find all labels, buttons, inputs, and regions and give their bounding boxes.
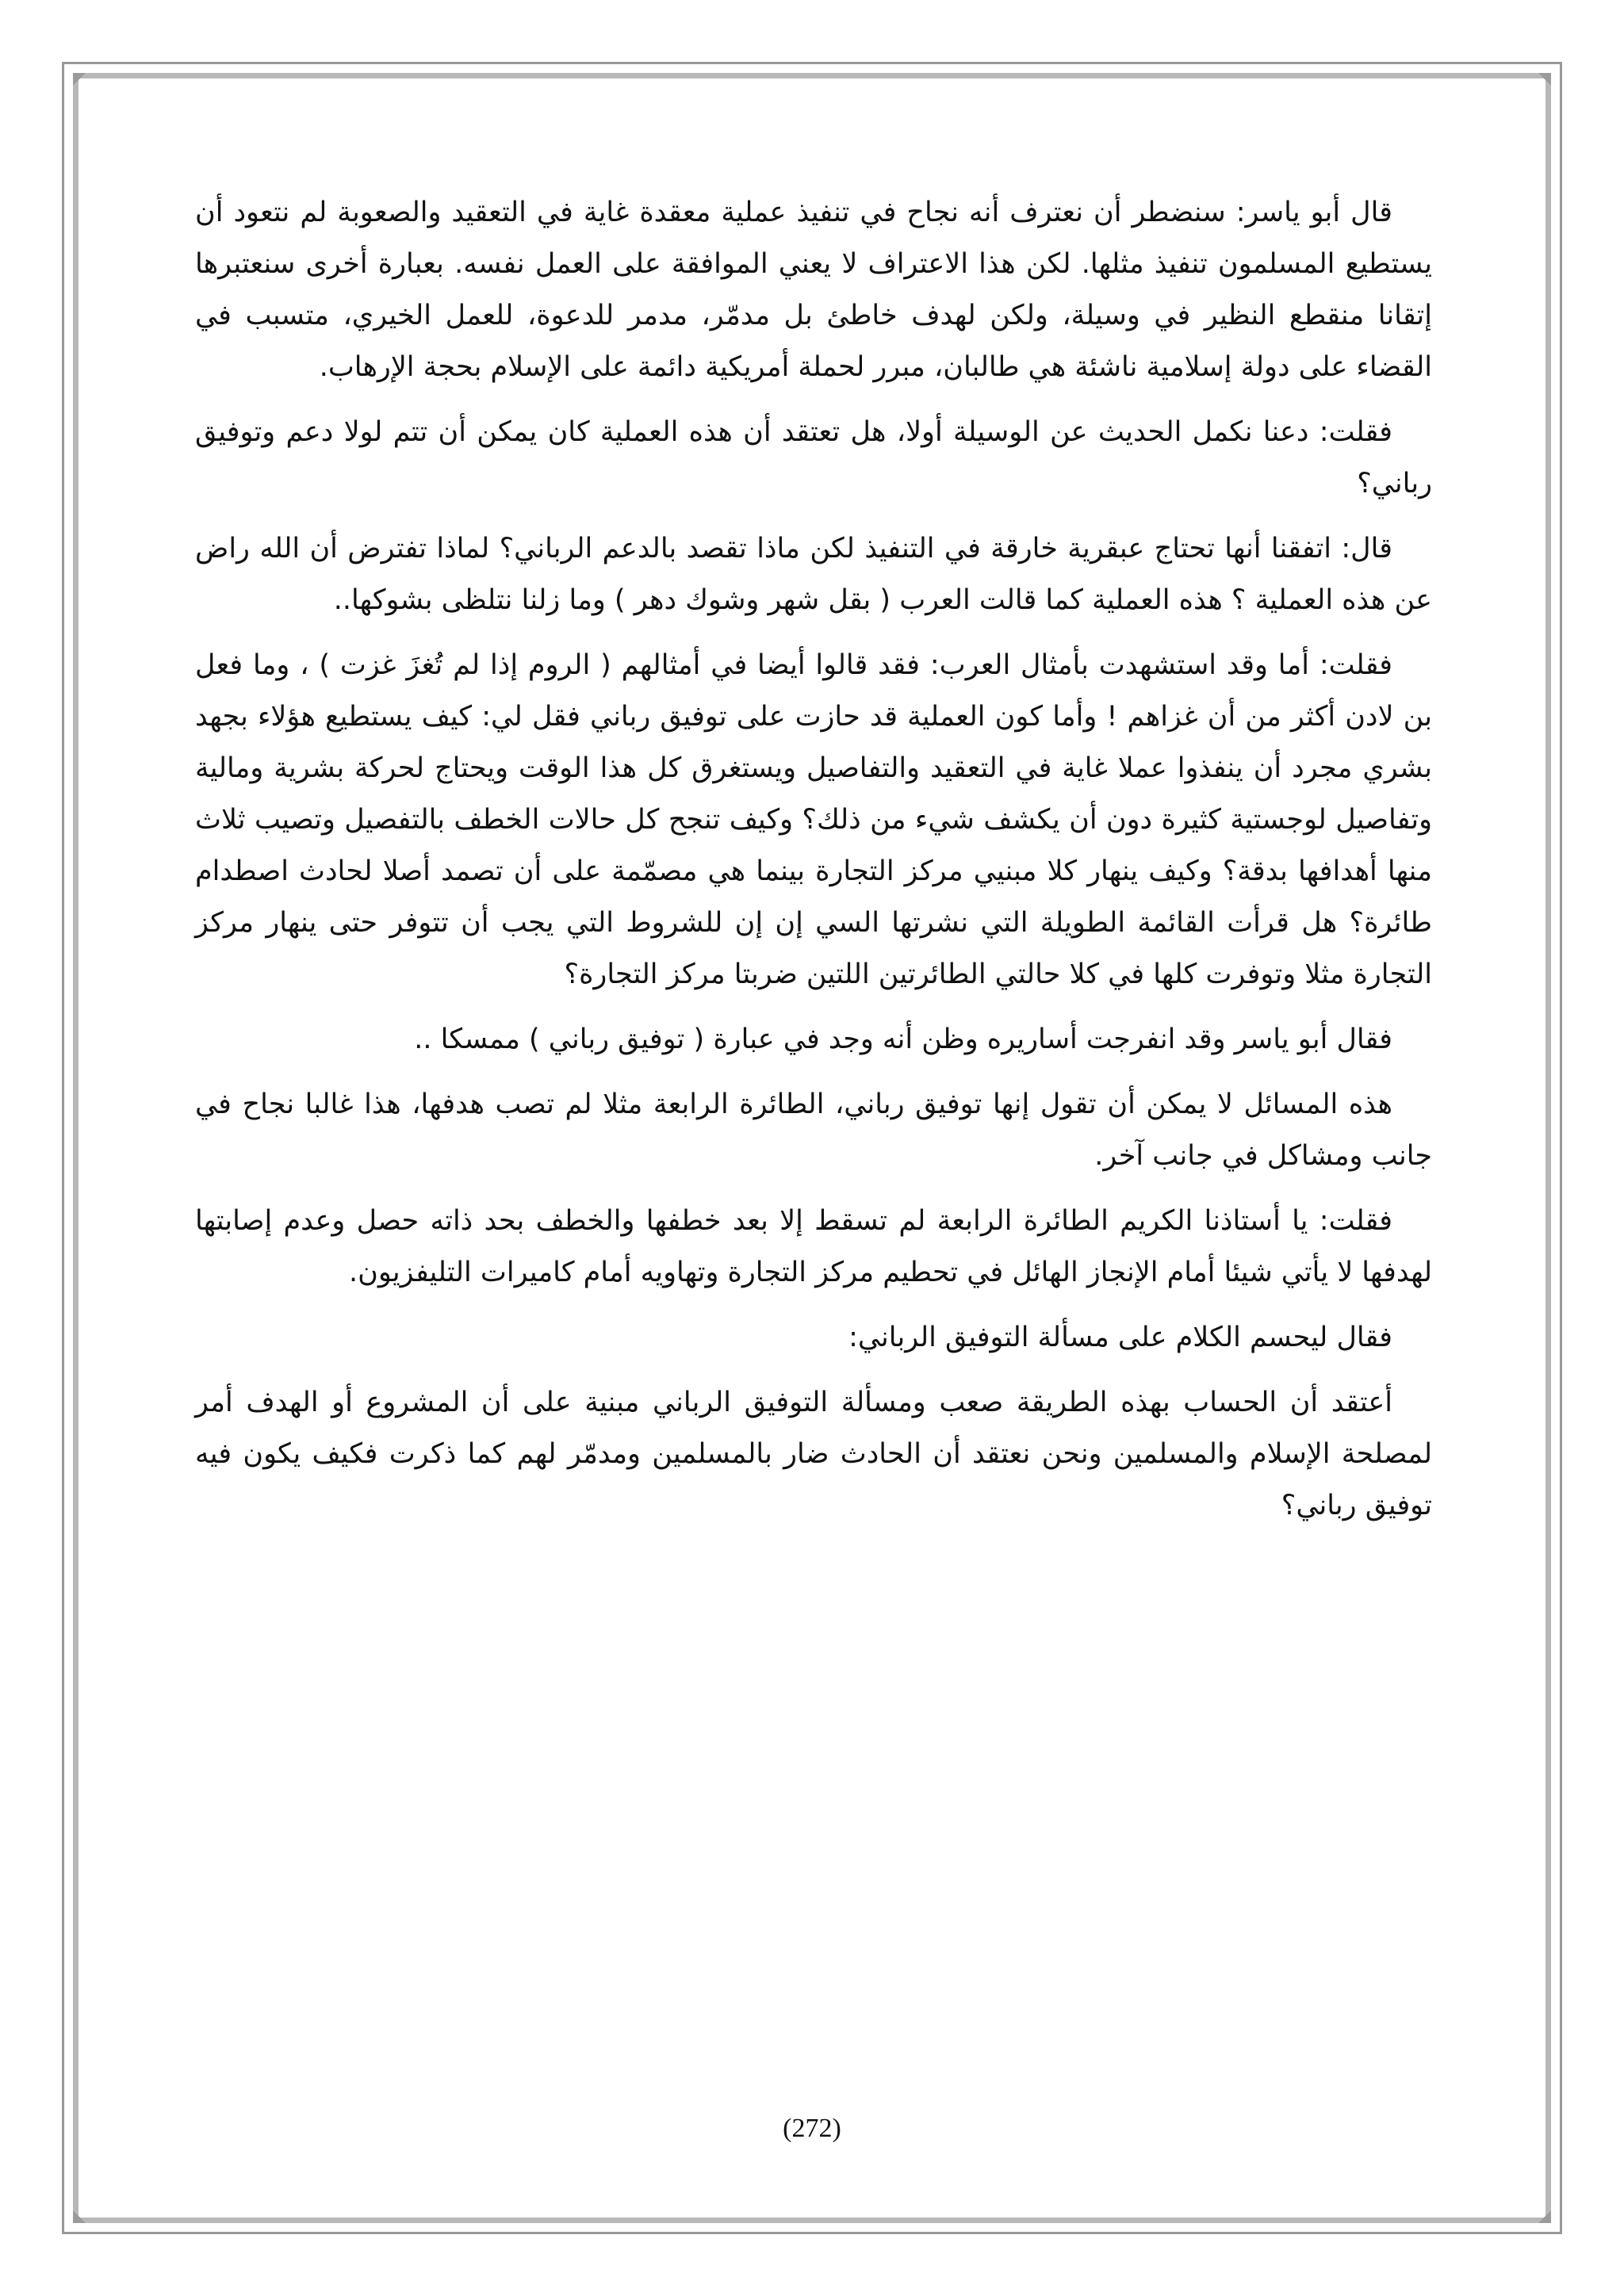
page-body	[195, 187, 1432, 1545]
paragraph: فقال أبو ياسر وقد انفرجت أساريره وظن أنه وجد في عبارة ( توفيق رباني ) ممسكا ..	[414, 1024, 1392, 1055]
paragraph: فقلت: يا أستاذنا الكريم الطائرة الرابعة لم تسقط إلا بعد خطفها والخطف بحد ذاته حصل وعدم إصابتها لهدفها لا يأتي شيئا أمام الإنجاز الهائل في تحطيم مركز التجارة وتهاويه أمام كاميرات التليفزيون.	[195, 1205, 1432, 1288]
border-corner-ornament	[1538, 73, 1551, 86]
border-corner-ornament	[73, 2210, 86, 2223]
paragraph: هذه المسائل لا يمكن أن تقول إنها توفيق رباني، الطائرة الرابعة مثلا لم تصب هدفها، هذا غالبا نجاح في جانب ومشاكل في جانب آخر.	[195, 1089, 1432, 1172]
page-number: (272)	[783, 2114, 841, 2143]
paragraph: فقال ليحسم الكلام على مسألة التوفيق الرباني:	[848, 1322, 1392, 1353]
paragraph: فقلت: أما وقد استشهدت بأمثال العرب: فقد قالوا أيضا في أمثالهم ( الروم إذا لم تُغزَ غزت ) ، وما فعل بن لادن أكثر من أن غزاهم ! وأما كون العملية قد حازت على توفيق رباني فقل لي: كيف يستطيع هؤلاء بجهد بشري مجرد أن ينفذوا عملا غاية في التعقيد والتفاصيل ويستغرق كل هذا الوقت ويحتاج لحركة بشرية ومالية وتفاصيل لوجستية كثيرة دون أن يكشف شيء من ذلك؟ وكيف تنجح كل حالات الخطف بالتفصيل وتصيب ثلاث منها أهدافها بدقة؟ وكيف ينهار كلا مبنيي مركز التجارة بينما هي مصمّمة على أن تصمد أصلا لحادث اصطدام طائرة؟ هل قرأت القائمة الطويلة التي نشرتها السي إن إن للشروط التي يجب أن تتوفر حتى ينهار مركز التجارة مثلا وتوفرت كلها في كلا حالتي الطائرتين اللتين ضربتا مركز التجارة؟	[195, 649, 1432, 990]
paragraph: فقلت: دعنا نكمل الحديث عن الوسيلة أولا، هل تعتقد أن هذه العملية كان يمكن أن تتم لولا دعم وتوفيق رباني؟	[195, 416, 1432, 499]
paragraph: قال أبو ياسر: سنضطر أن نعترف أنه نجاح في تنفيذ عملية معقدة غاية في التعقيد والصعوبة لم نتعود أن يستطيع المسلمون تنفيذ مثلها. لكن هذا الاعتراف لا يعني الموافقة على العمل نفسه. بعبارة أخرى سنعتبرها إتقانا منقطع النظير في وسيلة، ولكن لهدف خاطئ بل مدمّر، مدمر للدعوة، للعمل الخيري، متسبب في القضاء على دولة إسلامية ناشئة هي طالبان، مبرر لحملة أمريكية دائمة على الإسلام بحجة الإرهاب.	[195, 197, 1432, 383]
paragraph: أعتقد أن الحساب بهذه الطريقة صعب ومسألة التوفيق الرباني مبنية على أن المشروع أو الهدف أمر لمصلحة الإسلام والمسلمين ونحن نعتقد أن الحادث ضار بالمسلمين ومدمّر لهم كما ذكرت فكيف يكون فيه توفيق رباني؟	[195, 1387, 1432, 1521]
border-corner-ornament	[1538, 2210, 1551, 2223]
border-corner-ornament	[73, 73, 86, 86]
paragraph: قال: اتفقنا أنها تحتاج عبقرية خارقة في التنفيذ لكن ماذا تقصد بالدعم الرباني؟ لماذا تفترض أن الله راض عن هذه العملية ؟ هذه العملية كما قالت العرب ( بقل شهر وشوك دهر ) وما زلنا نتلظى بشوكها..	[195, 533, 1432, 616]
